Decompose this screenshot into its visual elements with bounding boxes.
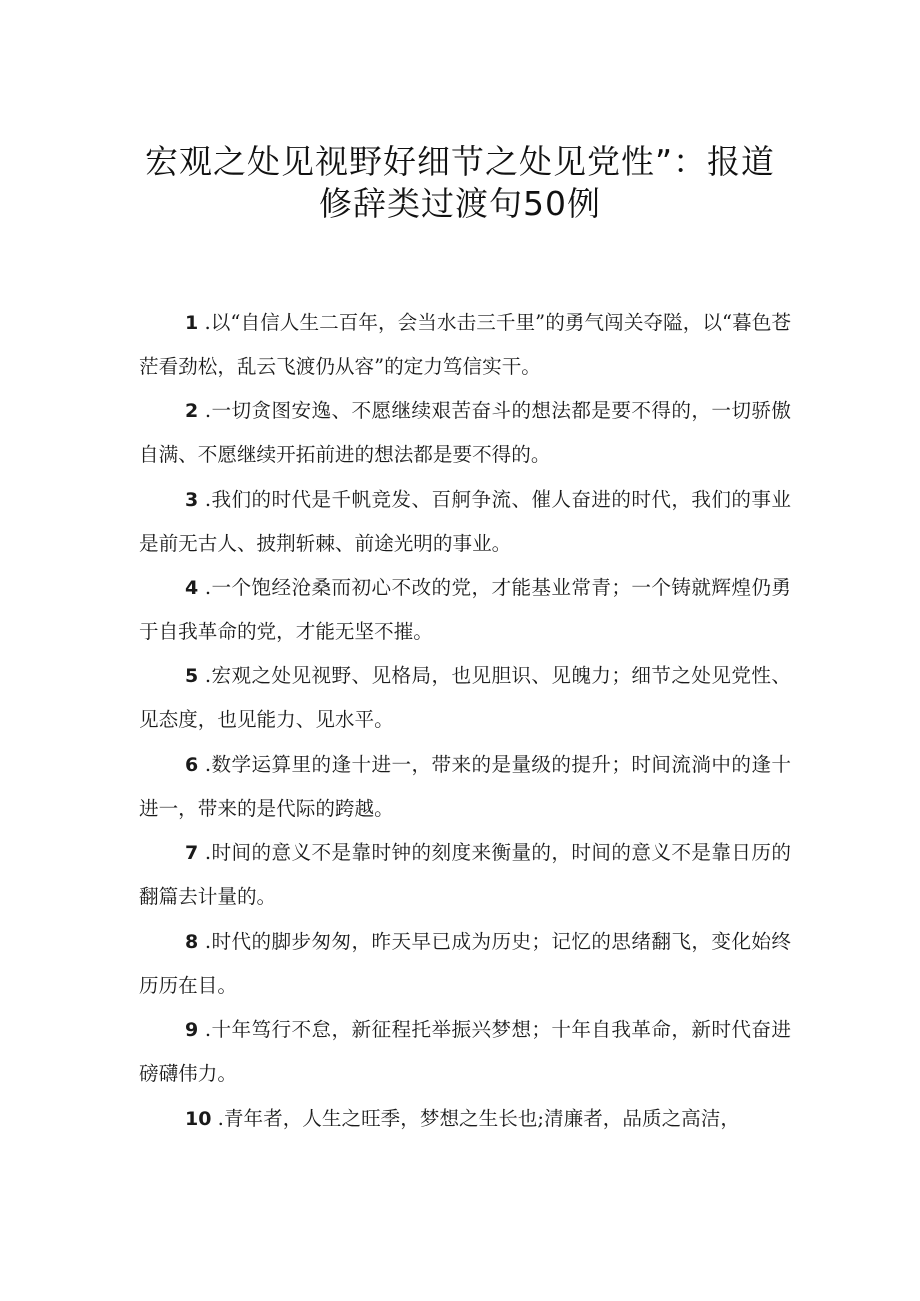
list-item: [139, 743, 791, 831]
list-item: [139, 478, 791, 566]
item-text: .一个饱经沧桑而初心不改的党，才能基业常青；一个铸就辉煌仍勇于自我革命的党，才能无坚不摧。: [139, 576, 791, 643]
item-number: 9: [185, 1019, 199, 1041]
item-text: .宏观之处见视野、见格局，也见胆识、见魄力；细节之处见党性、见态度，也见能力、见水平。: [139, 664, 791, 731]
item-text: .时间的意义不是靠时钟的刻度来衡量的，时间的意义不是靠日历的翻篇去计量的。: [139, 841, 791, 908]
item-number: 8: [185, 931, 199, 953]
list-item: [139, 566, 791, 654]
item-number: 3: [185, 489, 199, 511]
document-title-line-2: 修辞类过渡句50例: [319, 184, 601, 223]
item-number: 10: [185, 1108, 212, 1130]
item-text: .时代的脚步匆匆，昨天早已成为历史；记忆的思绪翻飞，变化始终历历在目。: [139, 930, 791, 997]
item-text: .以“自信人生二百年，会当水击三千里”的勇气闯关夺隘，以“暮色苍茫看劲松，乱云飞渡仍从容”的定力笃信实干。: [139, 311, 791, 378]
item-number: 2: [185, 400, 199, 422]
item-text: .我们的时代是千帆竞发、百舸争流、催人奋进的时代，我们的事业是前无古人、披荆斩棘、前途光明的事业。: [139, 488, 791, 555]
list-item: [139, 1097, 791, 1141]
list-item: [139, 831, 791, 919]
document-title-line-1: 宏观之处见视野好细节之处见党性”：报道: [144, 142, 776, 181]
item-text: .一切贪图安逸、不愿继续艰苦奋斗的想法都是要不得的，一切骄傲自满、不愿继续开拓前进的想法都是要不得的。: [139, 399, 791, 466]
list-item: [139, 301, 791, 389]
item-number: 5: [185, 665, 199, 687]
list-item: [139, 1008, 791, 1096]
item-text: .青年者，人生之旺季，梦想之生长也;清廉者，品质之高洁，: [211, 1107, 740, 1130]
item-number: 6: [185, 754, 199, 776]
list-item: [139, 654, 791, 742]
item-number: 4: [185, 577, 199, 599]
item-number: 1: [185, 312, 199, 334]
item-text: .十年笃行不怠，新征程托举振兴梦想；十年自我革命，新时代奋进磅礴伟力。: [139, 1018, 791, 1085]
list-item: [139, 389, 791, 477]
item-text: .数学运算里的逢十进一，带来的是量级的提升；时间流淌中的逢十进一，带来的是代际的跨越。: [139, 753, 791, 820]
list-item: [139, 920, 791, 1008]
item-number: 7: [185, 842, 199, 864]
